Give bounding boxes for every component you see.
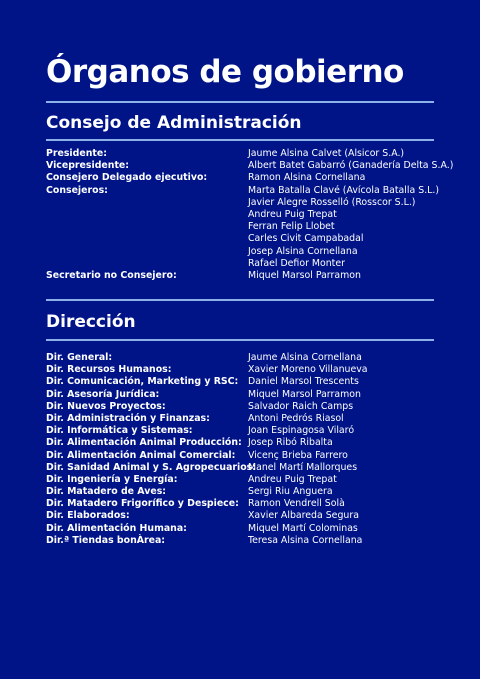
role-label: Dir. Asesoría Jurídica:: [46, 388, 160, 400]
person-name: Josep Ribó Ribalta: [248, 437, 333, 449]
role-label: Dir. Ingeniería y Energía:: [46, 473, 178, 485]
consejo-row: [46, 148, 446, 160]
role-label: Dir. Nuevos Proyectos:: [46, 400, 166, 412]
person-name: Albert Batet Gabarró (Ganadería Delta S.A.): [248, 160, 454, 172]
person-name: Salvador Raich Camps: [248, 400, 354, 412]
direccion-section-title: Dirección: [46, 312, 136, 332]
consejo-row: [46, 221, 446, 233]
person-name: Xavier Moreno Villanueva: [248, 364, 368, 376]
consejo-row: [46, 160, 454, 172]
direccion-row: [46, 523, 446, 535]
direccion-row: [46, 498, 446, 510]
person-name: Antoni Pedrós Riasol: [248, 412, 344, 424]
direccion-list: [46, 352, 446, 547]
direccion-row: [46, 474, 446, 486]
person-name: Ramon Alsina Cornellana: [248, 172, 366, 184]
person-name: Jaume Alsina Calvet (Alsicor S.A.): [248, 148, 405, 159]
person-name: Vicenç Brieba Farrero: [248, 449, 348, 461]
person-name: Miquel Marsol Parramon: [248, 388, 361, 400]
role-label: Dir. Matadero de Aves:: [46, 486, 167, 498]
direccion-row: [46, 486, 446, 498]
direccion-row: [46, 462, 446, 474]
consejo-row: [46, 258, 446, 270]
person-name: Carles Civit Campabadal: [248, 233, 364, 245]
role-label: Dir. Sanidad Animal y S. Agropecuarios:: [46, 461, 257, 473]
consejo-row: [46, 209, 446, 221]
person-name: Miquel Marsol Parramon: [248, 269, 361, 281]
role-label: Dir. Comunicación, Marketing y RSC:: [46, 376, 239, 388]
person-name: Javier Alegre Rosselló (Rosscor S.L.): [248, 196, 416, 208]
role-label: Dir. Alimentación Humana:: [46, 522, 187, 534]
person-name: Andreu Puig Trepat: [248, 473, 337, 485]
role-label: Dir. Administración y Finanzas:: [46, 412, 210, 424]
page-title: Órganos de gobierno: [46, 54, 404, 90]
person-name: Teresa Alsina Cornellana: [248, 534, 363, 546]
person-name: Joan Espinagosa Vilaró: [248, 425, 355, 437]
consejo-row: [46, 185, 446, 197]
consejo-row: [46, 172, 446, 184]
role-label: Dir. Recursos Humanos:: [46, 364, 172, 376]
role-label: Consejeros:: [46, 184, 108, 196]
role-label: Dir. Elaborados:: [46, 510, 130, 522]
person-name: Jaume Alsina Cornellana: [248, 352, 362, 363]
direccion-row: [46, 352, 446, 364]
direccion-row: [46, 535, 446, 547]
direccion-row: [46, 364, 446, 376]
direccion-row: [46, 376, 446, 388]
person-name: Marta Batalla Clavé (Avícola Batalla S.L.): [248, 184, 440, 196]
direccion-row: [46, 437, 446, 449]
title-divider: [46, 101, 434, 103]
direccion-row: [46, 413, 446, 425]
role-label: Secretario no Consejero:: [46, 269, 177, 281]
person-name: Daniel Marsol Trescents: [248, 376, 359, 388]
person-name: Andreu Puig Trepat: [248, 208, 337, 220]
direccion-row: [46, 425, 446, 437]
person-name: Ramon Vendrell Solà: [248, 498, 345, 510]
direccion-divider: [46, 339, 434, 341]
role-label: Dir. Matadero Frigorífico y Despiece:: [46, 498, 239, 510]
consejo-divider: [46, 139, 434, 141]
person-name: Josep Alsina Cornellana: [248, 245, 358, 257]
role-label: Presidente:: [46, 148, 107, 159]
consejo-row: [46, 233, 446, 245]
direccion-top-divider: [46, 299, 434, 301]
role-label: Dir. Alimentación Animal Producción:: [46, 437, 242, 449]
consejo-row: [46, 270, 446, 282]
consejo-section-title: Consejo de Administración: [46, 113, 302, 133]
role-label: Dir. Informática y Sistemas:: [46, 425, 193, 437]
role-label: Dir. Alimentación Animal Comercial:: [46, 449, 236, 461]
person-name: Miquel Martí Colominas: [248, 522, 358, 534]
direccion-row: [46, 401, 446, 413]
consejo-row: [46, 246, 446, 258]
person-name: Sergi Riu Anguera: [248, 486, 333, 498]
role-label: Vicepresidente:: [46, 160, 130, 172]
person-name: Rafael Defior Monter: [248, 257, 345, 269]
direccion-row: [46, 389, 446, 401]
consejo-row: [46, 197, 446, 209]
direccion-row: [46, 510, 446, 522]
direccion-row: [46, 450, 446, 462]
person-name: Xavier Albareda Segura: [248, 510, 359, 522]
consejo-list: [46, 148, 454, 282]
role-label: Dir. General:: [46, 352, 113, 363]
role-label: Dir.ª Tiendas bonÀrea:: [46, 534, 166, 546]
role-label: Consejero Delegado ejecutivo:: [46, 172, 208, 184]
person-name: Ferran Felip Llobet: [248, 221, 335, 233]
person-name: Manel Martí Mallorques: [248, 461, 358, 473]
